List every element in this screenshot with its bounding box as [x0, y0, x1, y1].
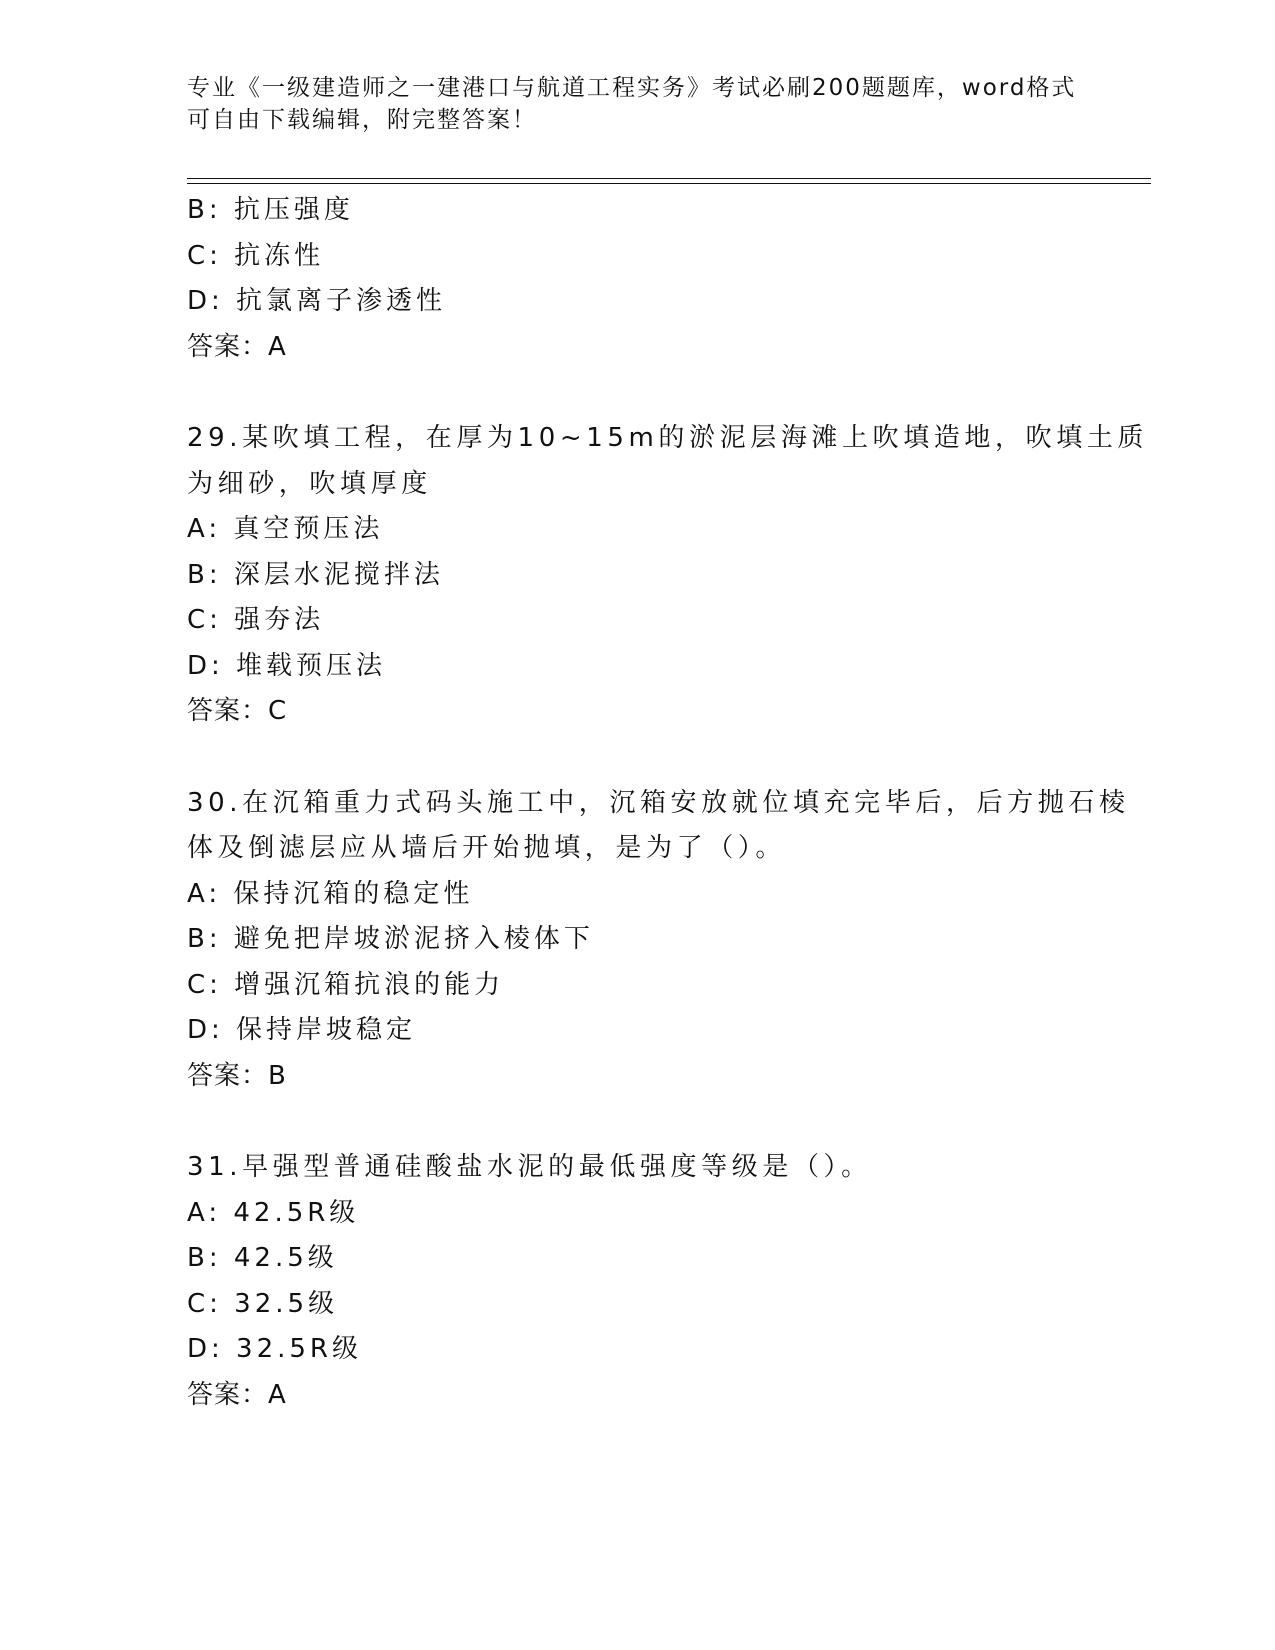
header-title-line-2: 可自由下载编辑，附完整答案！: [187, 107, 537, 133]
option-d: D: 堆载预压法: [187, 650, 387, 681]
option-c: C: 32.5级: [187, 1288, 339, 1319]
option-b: B: 避免把岸坡淤泥挤入棱体下: [187, 924, 594, 954]
option-b: B: 抗压强度: [187, 195, 354, 225]
spacer: [187, 1099, 1087, 1145]
option-a: A: 保持沉箱的稳定性: [187, 878, 474, 909]
document-header: [187, 72, 1077, 136]
answer-line: 答案：B: [187, 1060, 287, 1091]
question-stem-line-1: 29.某吹填工程，在厚为10~15m的淤泥层海滩上吹填造地，吹填土质: [187, 423, 1149, 453]
question-28-partial: [187, 188, 1087, 370]
question-list: [187, 188, 1149, 1418]
header-divider-top: [187, 178, 1151, 179]
option-c: C: 抗冻性: [187, 240, 325, 271]
header-title-line-1: 专业《一级建造师之一建港口与航道工程实务》考试必刷200题题库，word格式: [187, 75, 1077, 101]
question-29: [187, 416, 1149, 735]
question-stem-line-2: 为细砂，吹填厚度: [187, 468, 432, 499]
option-d: D: 保持岸坡稳定: [187, 1015, 417, 1045]
question-30: [187, 781, 1130, 1100]
question-stem-line-1: 30.在沉箱重力式码头施工中，沉箱安放就位填充完毕后，后方抛石棱: [187, 787, 1130, 818]
option-b: B: 深层水泥搅拌法: [187, 559, 444, 590]
question-stem-line-2: 体及倒滤层应从墙后开始抛填，是为了（）。: [187, 833, 787, 863]
option-c: C: 强夯法: [187, 605, 325, 635]
option-b: B: 42.5级: [187, 1243, 338, 1273]
answer-line: 答案：A: [187, 1379, 287, 1410]
answer-line: 答案：A: [187, 331, 287, 362]
question-31: [187, 1145, 1087, 1418]
option-a: A: 42.5R级: [187, 1197, 360, 1228]
option-d: D: 抗氯离子渗透性: [187, 286, 447, 316]
spacer: [187, 370, 1087, 416]
option-a: A: 真空预压法: [187, 514, 384, 544]
header-divider-bottom: [187, 183, 1151, 184]
option-c: C: 增强沉箱抗浪的能力: [187, 969, 505, 1000]
question-stem-line-1: 31.早强型普通硅酸盐水泥的最低强度等级是（）。: [187, 1152, 872, 1182]
answer-line: 答案：C: [187, 696, 288, 726]
option-d: D: 32.5R级: [187, 1334, 363, 1364]
spacer: [187, 735, 1087, 781]
